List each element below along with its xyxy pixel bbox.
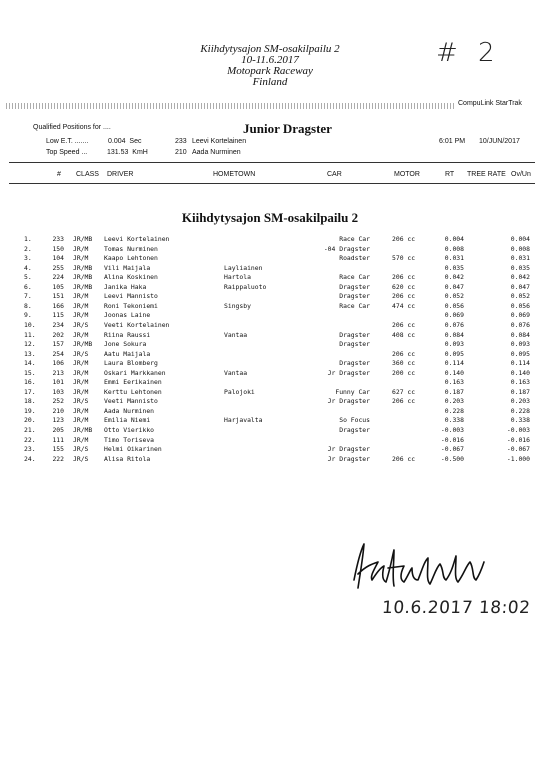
row-car: Roadster bbox=[339, 254, 370, 263]
row-hometown: Vantaa bbox=[224, 330, 248, 339]
row-reaction-time: 0.084 bbox=[444, 330, 464, 339]
row-reaction-time: 0.114 bbox=[444, 359, 464, 368]
row-driver: Kaapo Lehtonen bbox=[104, 254, 158, 263]
row-car-number: 202 bbox=[52, 330, 64, 339]
table-row bbox=[0, 397, 540, 406]
row-over-under: -0.003 bbox=[506, 426, 530, 434]
row-motor: 474 cc bbox=[392, 301, 416, 310]
row-over-under: 0.069 bbox=[510, 311, 530, 320]
row-car-number: 255 bbox=[52, 263, 64, 272]
table-row bbox=[0, 321, 540, 330]
row-reaction-time: 0.031 bbox=[444, 254, 464, 263]
row-position: 21. bbox=[24, 426, 36, 434]
table-row bbox=[0, 445, 540, 454]
row-class: JR/M bbox=[73, 435, 89, 444]
row-motor: 206 cc bbox=[392, 235, 416, 243]
row-motor: 206 cc bbox=[392, 397, 416, 406]
row-car-number: 213 bbox=[52, 368, 64, 377]
row-class: JR/MB bbox=[73, 340, 93, 349]
table-row bbox=[0, 292, 540, 301]
table-row bbox=[0, 359, 540, 368]
row-car: Jr Dragster bbox=[327, 454, 370, 463]
row-position: 8. bbox=[24, 301, 32, 310]
row-reaction-time: 0.052 bbox=[444, 292, 464, 301]
row-position: 18. bbox=[24, 397, 36, 406]
row-motor: 206 cc bbox=[392, 349, 416, 358]
row-driver: Laura Blomberg bbox=[104, 359, 158, 368]
row-reaction-time: 0.056 bbox=[444, 301, 464, 310]
qualified-heading: Qualified Positions for .... bbox=[33, 124, 111, 131]
row-position: 24. bbox=[24, 454, 36, 463]
row-car-number: 155 bbox=[52, 445, 64, 454]
row-class: JR/M bbox=[73, 387, 89, 396]
row-driver: Riina Raussi bbox=[104, 330, 151, 339]
col-header-class: CLASS bbox=[76, 171, 99, 178]
col-header-rt: RT bbox=[445, 171, 455, 178]
row-over-under: -1.000 bbox=[506, 454, 530, 463]
row-class: JR/M bbox=[73, 406, 89, 415]
row-hometown: Singsby bbox=[224, 301, 251, 310]
row-class: JR/M bbox=[73, 378, 89, 387]
row-car-number: 104 bbox=[52, 254, 64, 263]
header-rule-bottom bbox=[9, 183, 535, 184]
table-row bbox=[0, 426, 540, 435]
row-driver: Timo Toriseva bbox=[104, 435, 155, 444]
row-car-number: 254 bbox=[52, 349, 64, 358]
row-over-under: 0.338 bbox=[510, 416, 530, 425]
row-position: 1. bbox=[24, 235, 32, 243]
row-car-number: 150 bbox=[52, 244, 64, 253]
header-rule-top bbox=[9, 162, 535, 163]
row-position: 3. bbox=[24, 254, 32, 263]
col-header-driver: DRIVER bbox=[107, 171, 134, 178]
row-car-number: 103 bbox=[52, 387, 64, 396]
row-position: 13. bbox=[24, 349, 36, 358]
row-reaction-time: 0.008 bbox=[444, 244, 464, 253]
row-driver: Roni Tekoniemi bbox=[104, 301, 158, 310]
row-class: JR/M bbox=[73, 244, 89, 253]
row-driver: Leevi Mannisto bbox=[104, 292, 158, 301]
row-reaction-time: -0.067 bbox=[440, 445, 464, 454]
row-over-under: 0.008 bbox=[510, 244, 530, 253]
row-car: Dragster bbox=[339, 282, 370, 291]
row-class: JR/S bbox=[73, 454, 89, 463]
row-motor: 206 cc bbox=[392, 320, 416, 329]
row-reaction-time: 0.203 bbox=[444, 397, 464, 406]
row-car-number: 222 bbox=[52, 454, 64, 463]
row-car-number: 101 bbox=[52, 378, 64, 387]
row-driver: Tomas Nurminen bbox=[104, 244, 158, 253]
row-position: 10. bbox=[24, 320, 36, 329]
row-class: JR/M bbox=[73, 368, 89, 377]
print-date: 10/JUN/2017 bbox=[479, 138, 520, 145]
row-motor: 206 cc bbox=[392, 292, 416, 301]
row-car: Funny Car bbox=[335, 387, 370, 396]
top-speed-value: 131.53 KmH bbox=[107, 149, 148, 156]
row-driver: Joonas Laine bbox=[104, 311, 151, 320]
low-et-car: 233 bbox=[175, 138, 187, 145]
row-class: JR/M bbox=[73, 330, 89, 339]
row-over-under: -0.016 bbox=[506, 435, 530, 444]
event-dates: 10-11.6.2017 bbox=[241, 54, 299, 66]
table-row bbox=[0, 254, 540, 263]
col-header-ovun: Ov/Un bbox=[511, 171, 531, 178]
event-country: Finland bbox=[252, 76, 288, 88]
row-car-number: 115 bbox=[52, 311, 64, 320]
row-position: 23. bbox=[24, 445, 36, 454]
row-driver: Helmi Oikarinen bbox=[104, 445, 162, 454]
row-reaction-time: 0.069 bbox=[444, 311, 464, 320]
row-over-under: 0.076 bbox=[510, 320, 530, 329]
row-class: JR/S bbox=[73, 445, 89, 454]
row-motor: 570 cc bbox=[392, 254, 416, 263]
row-class: JR/M bbox=[73, 254, 89, 263]
row-driver: Aatu Maijala bbox=[104, 349, 151, 358]
top-speed-driver: Aada Nurminen bbox=[192, 149, 241, 156]
row-reaction-time: -0.500 bbox=[440, 454, 464, 463]
row-class: JR/S bbox=[73, 397, 89, 406]
row-motor: 627 cc bbox=[392, 387, 416, 396]
row-reaction-time: 0.004 bbox=[444, 235, 464, 243]
table-row bbox=[0, 407, 540, 416]
row-motor: 620 cc bbox=[392, 282, 416, 291]
row-hometown: Palojoki bbox=[224, 387, 255, 396]
row-driver: Alina Koskinen bbox=[104, 273, 158, 282]
row-hometown: Hartola bbox=[224, 273, 251, 282]
results-title: Kiihdytysajon SM-osakilpailu 2 bbox=[181, 210, 359, 225]
row-over-under: 0.031 bbox=[510, 254, 530, 263]
col-header-pos: # bbox=[57, 171, 61, 178]
row-over-under: 0.114 bbox=[510, 359, 530, 368]
row-reaction-time: 0.042 bbox=[444, 273, 464, 282]
row-position: 11. bbox=[24, 330, 36, 339]
row-driver: Alisa Ritola bbox=[104, 454, 151, 463]
row-position: 2. bbox=[24, 244, 32, 253]
row-car: Dragster bbox=[339, 359, 370, 368]
row-car: So Focus bbox=[339, 416, 370, 425]
signature-date: 10.6.2017 18:02 bbox=[381, 598, 532, 618]
row-car-number: 105 bbox=[52, 282, 64, 291]
row-car: Race Car bbox=[339, 273, 370, 282]
row-over-under: 0.035 bbox=[510, 263, 530, 272]
row-over-under: 0.052 bbox=[510, 292, 530, 301]
row-position: 20. bbox=[24, 416, 36, 425]
col-header-motor: MOTOR bbox=[394, 171, 420, 178]
row-driver: Vili Maijala bbox=[104, 263, 151, 272]
print-time: 6:01 PM bbox=[439, 138, 466, 145]
row-class: JR/M bbox=[73, 416, 89, 425]
row-reaction-time: 0.187 bbox=[444, 387, 464, 396]
brand-label: CompuLink StarTrak bbox=[458, 100, 522, 107]
row-driver: Emilia Niemi bbox=[104, 416, 151, 425]
row-driver: Aada Nurminen bbox=[104, 406, 155, 415]
row-position: 16. bbox=[24, 378, 36, 387]
row-over-under: 0.095 bbox=[510, 349, 530, 358]
row-position: 5. bbox=[24, 273, 32, 282]
row-car: Dragster bbox=[339, 330, 370, 339]
row-class: JR/MB bbox=[73, 235, 93, 243]
row-position: 12. bbox=[24, 340, 36, 349]
row-over-under: 0.228 bbox=[510, 406, 530, 415]
row-car-number: 205 bbox=[52, 426, 64, 434]
row-car: Dragster bbox=[339, 292, 370, 301]
table-row bbox=[0, 350, 540, 359]
row-hometown: Harjavalta bbox=[224, 416, 263, 425]
row-driver: Kerttu Lehtonen bbox=[104, 387, 162, 396]
class-title: Junior Dragster bbox=[243, 121, 332, 136]
row-car-number: 111 bbox=[52, 435, 64, 444]
row-car: Jr Dragster bbox=[327, 445, 370, 454]
handwritten-signature bbox=[348, 540, 488, 596]
row-position: 4. bbox=[24, 263, 32, 272]
table-row bbox=[0, 340, 540, 349]
row-class: JR/MB bbox=[73, 426, 93, 434]
table-row bbox=[0, 235, 540, 244]
row-over-under: 0.042 bbox=[510, 273, 530, 282]
row-driver: Leevi Kortelainen bbox=[104, 235, 170, 243]
row-car-number: 252 bbox=[52, 397, 64, 406]
row-class: JR/M bbox=[73, 311, 89, 320]
row-class: JR/S bbox=[73, 349, 89, 358]
row-reaction-time: -0.003 bbox=[440, 426, 464, 434]
dotted-separator bbox=[6, 103, 456, 109]
top-speed-label: Top Speed ... bbox=[46, 149, 88, 156]
row-reaction-time: 0.076 bbox=[444, 320, 464, 329]
row-over-under: 0.056 bbox=[510, 301, 530, 310]
row-car-number: 151 bbox=[52, 292, 64, 301]
row-hometown: Vantaa bbox=[224, 368, 248, 377]
table-row bbox=[0, 369, 540, 378]
table-row bbox=[0, 388, 540, 397]
col-header-tree-rate: TREE RATE bbox=[467, 171, 506, 178]
low-et-label: Low E.T. ....... bbox=[46, 138, 89, 145]
col-header-hometown: HOMETOWN bbox=[213, 171, 256, 178]
event-name: Kiihdytysajon SM-osakilpailu 2 bbox=[200, 43, 340, 55]
row-motor: 206 cc bbox=[392, 273, 416, 282]
col-header-car: CAR bbox=[327, 171, 342, 178]
row-motor: 206 cc bbox=[392, 454, 416, 463]
row-motor: 360 cc bbox=[392, 359, 416, 368]
row-position: 19. bbox=[24, 406, 36, 415]
row-car-number: 123 bbox=[52, 416, 64, 425]
table-row bbox=[0, 283, 540, 292]
table-row bbox=[0, 436, 540, 445]
row-over-under: 0.093 bbox=[510, 340, 530, 349]
row-over-under: 0.203 bbox=[510, 397, 530, 406]
row-reaction-time: 0.095 bbox=[444, 349, 464, 358]
row-car-number: 166 bbox=[52, 301, 64, 310]
row-car: Race Car bbox=[339, 235, 370, 243]
row-car: Jr Dragster bbox=[327, 397, 370, 406]
row-driver: Jone Sokura bbox=[104, 340, 147, 349]
row-class: JR/MB bbox=[73, 263, 93, 272]
table-row bbox=[0, 273, 540, 282]
row-driver: Emmi Eerikainen bbox=[104, 378, 162, 387]
row-over-under: -0.067 bbox=[506, 445, 530, 454]
row-car: Dragster bbox=[339, 426, 370, 434]
table-row bbox=[0, 455, 540, 464]
row-car-number: 233 bbox=[52, 235, 64, 243]
row-driver: Janika Haka bbox=[104, 282, 147, 291]
table-row bbox=[0, 245, 540, 254]
row-reaction-time: -0.016 bbox=[440, 435, 464, 444]
row-position: 9. bbox=[24, 311, 32, 320]
event-venue: Motopark Raceway bbox=[227, 65, 313, 77]
row-reaction-time: 0.047 bbox=[444, 282, 464, 291]
row-position: 7. bbox=[24, 292, 32, 301]
row-reaction-time: 0.228 bbox=[444, 406, 464, 415]
table-row bbox=[0, 302, 540, 311]
table-row bbox=[0, 264, 540, 273]
row-reaction-time: 0.035 bbox=[444, 263, 464, 272]
row-class: JR/M bbox=[73, 292, 89, 301]
handwritten-sheet-number: # 2 bbox=[436, 38, 501, 68]
row-driver: Otto Vierikko bbox=[104, 426, 155, 434]
row-class: JR/M bbox=[73, 359, 89, 368]
row-reaction-time: 0.140 bbox=[444, 368, 464, 377]
row-car: Race Car bbox=[339, 301, 370, 310]
row-hometown: Layliainen bbox=[224, 263, 263, 272]
row-motor: 200 cc bbox=[392, 368, 416, 377]
row-position: 17. bbox=[24, 387, 36, 396]
row-motor: 408 cc bbox=[392, 330, 416, 339]
low-et-driver: Leevi Kortelainen bbox=[192, 138, 247, 145]
row-car-number: 224 bbox=[52, 273, 64, 282]
row-reaction-time: 0.338 bbox=[444, 416, 464, 425]
low-et-value: 0.004 Sec bbox=[108, 138, 142, 145]
row-over-under: 0.163 bbox=[510, 378, 530, 387]
row-class: JR/M bbox=[73, 301, 89, 310]
row-car: Dragster bbox=[339, 340, 370, 349]
row-driver: Oskari Markkanen bbox=[104, 368, 166, 377]
row-car: -04 Dragster bbox=[323, 244, 370, 253]
row-car-number: 106 bbox=[52, 359, 64, 368]
row-car-number: 234 bbox=[52, 320, 64, 329]
row-position: 14. bbox=[24, 359, 36, 368]
table-row bbox=[0, 378, 540, 387]
table-row bbox=[0, 311, 540, 320]
row-over-under: 0.140 bbox=[510, 368, 530, 377]
row-position: 15. bbox=[24, 368, 36, 377]
table-row bbox=[0, 331, 540, 340]
row-reaction-time: 0.093 bbox=[444, 340, 464, 349]
row-car-number: 157 bbox=[52, 340, 64, 349]
row-driver: Veeti Kortelainen bbox=[104, 320, 170, 329]
table-row bbox=[0, 416, 540, 425]
row-class: JR/MB bbox=[73, 273, 93, 282]
row-driver: Veeti Mannisto bbox=[104, 397, 158, 406]
row-over-under: 0.187 bbox=[510, 387, 530, 396]
row-over-under: 0.004 bbox=[510, 235, 530, 243]
row-position: 22. bbox=[24, 435, 36, 444]
row-over-under: 0.084 bbox=[510, 330, 530, 339]
row-car: Jr Dragster bbox=[327, 368, 370, 377]
row-over-under: 0.047 bbox=[510, 282, 530, 291]
row-car-number: 210 bbox=[52, 406, 64, 415]
top-speed-car: 210 bbox=[175, 149, 187, 156]
row-position: 6. bbox=[24, 282, 32, 291]
row-hometown: Raippaluoto bbox=[224, 282, 267, 291]
row-reaction-time: 0.163 bbox=[444, 378, 464, 387]
row-class: JR/MB bbox=[73, 282, 93, 291]
row-class: JR/S bbox=[73, 320, 89, 329]
